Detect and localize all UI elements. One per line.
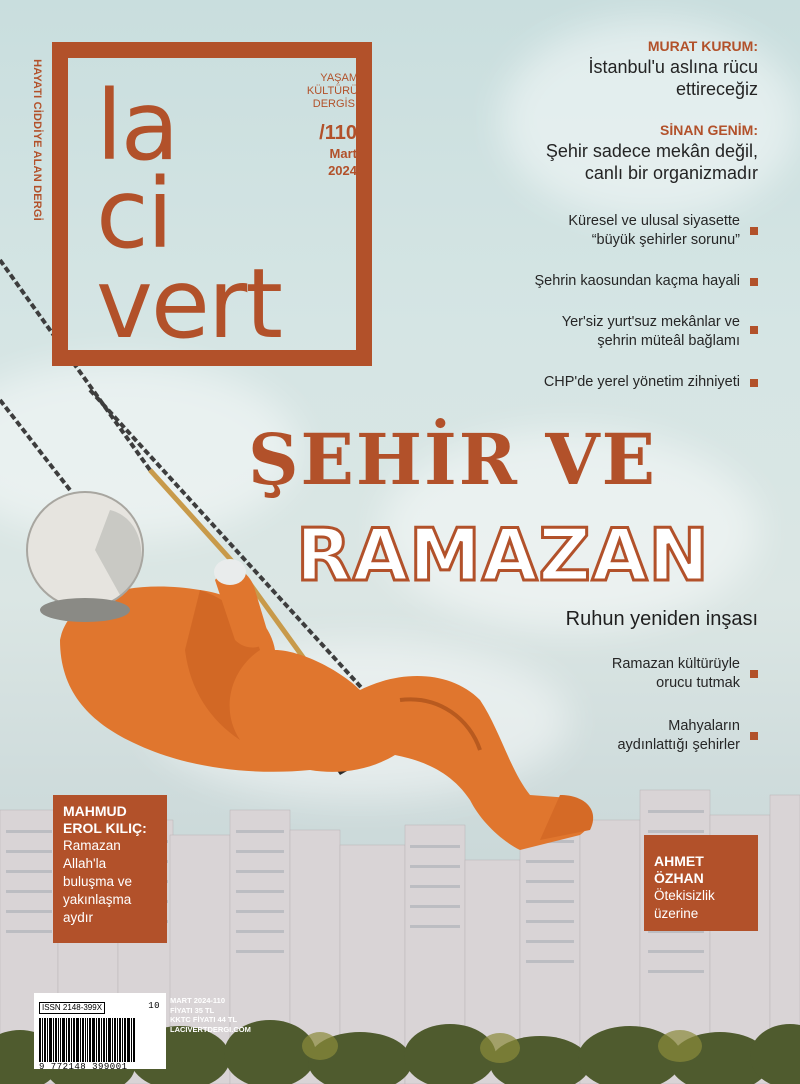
logo-word-la: la <box>96 70 178 182</box>
bullet-item-line: Mahyaların <box>668 718 740 734</box>
bullet-item-line: Yer'siz yurt'suz mekânlar ve <box>561 314 740 330</box>
bullet-square-icon <box>750 278 758 286</box>
bullet-square-icon <box>750 379 758 387</box>
feature-sinan-genim <box>546 122 758 184</box>
price-info <box>170 996 251 1034</box>
bullet-square-icon <box>750 732 758 740</box>
bullet-item <box>568 212 758 250</box>
price-info-line: KKTC FİYATI 44 TL <box>170 1015 238 1024</box>
cover-title-line2: RAMAZAN <box>296 513 710 597</box>
box-author-line: EROL KILIÇ: <box>63 820 147 836</box>
feature-author: SİNAN GENİM: <box>660 122 758 138</box>
feature-headline-line: ettireceğiz <box>675 79 758 99</box>
issue-month: Mart <box>329 146 357 161</box>
issue-number: /110 <box>319 122 357 144</box>
tagline-text: HAYATI CİDDİYE ALAN DERGİ <box>31 59 43 221</box>
bullet-item <box>612 655 758 693</box>
bullet-item <box>562 313 758 351</box>
bullet-item-line: şehrin müteâl bağlamı <box>597 333 740 349</box>
bullet-item-line: CHP'de yerel yönetim zihniyeti <box>543 374 740 390</box>
barcode-bars <box>39 1018 161 1062</box>
box-author-line: ÖZHAN <box>654 870 704 886</box>
price-info-line: MART 2024-110 <box>170 996 226 1005</box>
bullet-square-icon <box>750 326 758 334</box>
bullet-item <box>544 373 758 392</box>
feature-headline-line: İstanbul'u aslına rücu <box>588 57 758 77</box>
price-info-line: LACIVERTDERGI.COM <box>170 1024 251 1034</box>
box-author-line: AHMET <box>654 853 704 869</box>
barcode-addon: 10 <box>148 1001 160 1011</box>
bullet-square-icon <box>750 670 758 678</box>
magazine-subtitle-line: DERGİSİ <box>312 98 358 110</box>
logo-word-ci: ci <box>96 158 172 270</box>
issue-date <box>328 145 357 179</box>
feature-headline-line: Şehir sadece mekân değil, <box>545 141 758 161</box>
issn-label: ISSN 2148-399X <box>39 1002 105 1014</box>
bullet-item-line: Şehrin kaosundan kaçma hayali <box>534 273 740 289</box>
logo-word-vert: vert <box>96 248 281 360</box>
tagline-vertical <box>30 40 44 240</box>
bullet-item-line: Ramazan kültürüyle <box>611 656 740 672</box>
barcode-digits: 9 772148 399001 <box>39 1062 128 1072</box>
issue-year: 2024 <box>328 163 357 178</box>
magazine-subtitle-line: YAŞAM <box>320 72 358 84</box>
feature-box-ahmet-ozhan <box>644 835 758 931</box>
box-text-line: Ötekisizlik <box>654 888 715 903</box>
box-text-line: yakınlaşma <box>63 892 132 907</box>
price-info-line: FİYATI 35 TL <box>170 1005 215 1015</box>
cover-story-subtitle: Ruhun yeniden inşası <box>565 608 758 630</box>
feature-murat-kurum <box>588 38 758 100</box>
box-author-line: MAHMUD <box>63 803 127 819</box>
bullet-item-line: orucu tutmak <box>656 675 740 691</box>
bullet-item-line: Küresel ve ulusal siyasette <box>568 213 740 229</box>
bullet-item-line: “büyük şehirler sorunu” <box>591 232 740 248</box>
barcode <box>34 993 166 1072</box>
box-text-line: aydır <box>63 910 94 925</box>
box-text-line: üzerine <box>654 906 699 921</box>
bullet-square-icon <box>750 227 758 235</box>
magazine-subtitle-line: KÜLTÜRÜ <box>306 85 358 97</box>
feature-headline-line: canlı bir organizmadır <box>584 163 758 183</box>
feature-box-mahmud-erol-kilic <box>53 795 167 943</box>
box-text-line: Allah'la <box>63 856 107 871</box>
cover-title-line1: ŞEHİR VE <box>248 418 657 501</box>
bullet-item <box>617 717 758 755</box>
magazine-subtitle <box>307 72 358 111</box>
bullet-item <box>534 272 758 291</box>
box-text-line: buluşma ve <box>63 874 133 889</box>
box-text-line: Ramazan <box>63 838 121 853</box>
bullet-item-line: aydınlattığı şehirler <box>617 737 740 753</box>
feature-author: MURAT KURUM: <box>647 38 758 54</box>
